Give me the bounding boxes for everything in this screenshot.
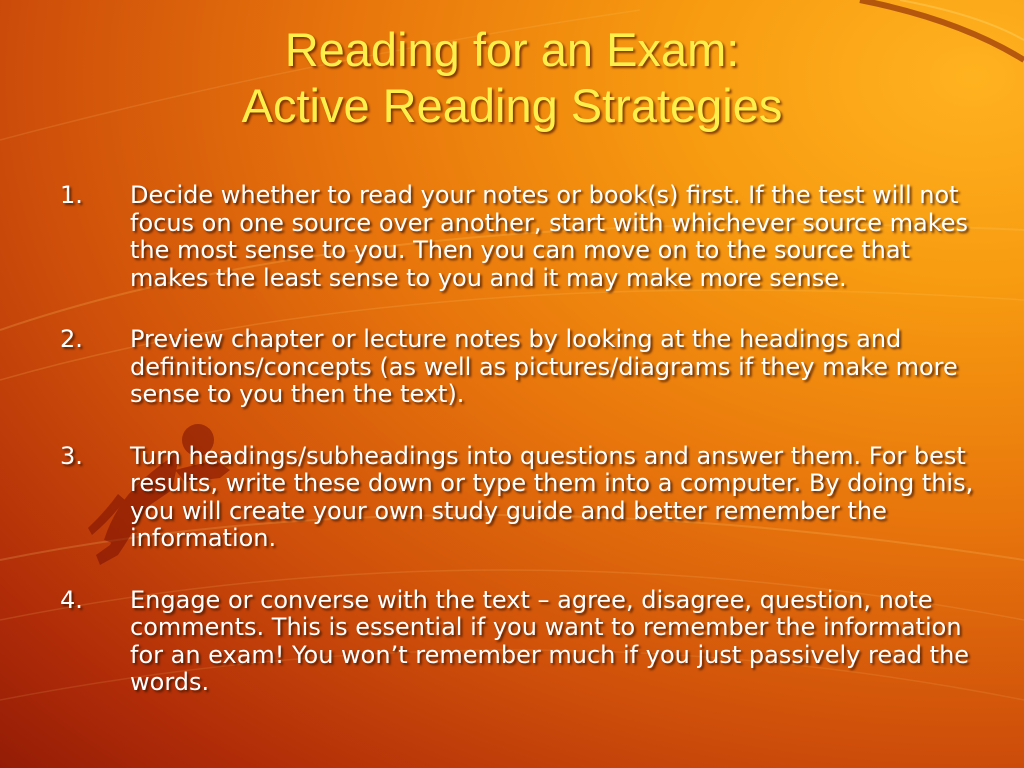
list-item-number: 3. [60, 441, 83, 470]
list-item-text: Engage or converse with the text – agree, disagree, question, note comments. This is essential if you want to remember the information for an exam! You won’t remember much if you just passively read the words. [130, 585, 970, 696]
strategy-list [60, 182, 990, 731]
list-item [60, 443, 990, 553]
title-line-2: Active Reading Strategies [241, 79, 783, 132]
list-item-text: Preview chapter or lecture notes by looking at the headings and definitions/concepts (as well as pictures/diagrams if they make more sense to you then the text). [130, 325, 958, 408]
list-item [60, 326, 990, 409]
list-item-text: Turn headings/subheadings into questions and answer them. For best results, write these down or type them into a computer. By doing this, you will create your own study guide and better remember the information. [130, 441, 974, 552]
list-item [60, 182, 990, 292]
list-item-number: 1. [60, 181, 83, 209]
slide-title [0, 22, 1024, 134]
list-item [60, 587, 990, 697]
list-item-number: 4. [60, 585, 83, 614]
title-line-1: Reading for an Exam: [284, 23, 740, 76]
list-item-number: 2. [60, 325, 83, 353]
list-item-text: Decide whether to read your notes or book(s) first. If the test will not focus on one source over another, start with whichever source makes the most sense to you. Then you can move on to the source that makes the least sense to you and it may make more sense. [130, 181, 969, 292]
